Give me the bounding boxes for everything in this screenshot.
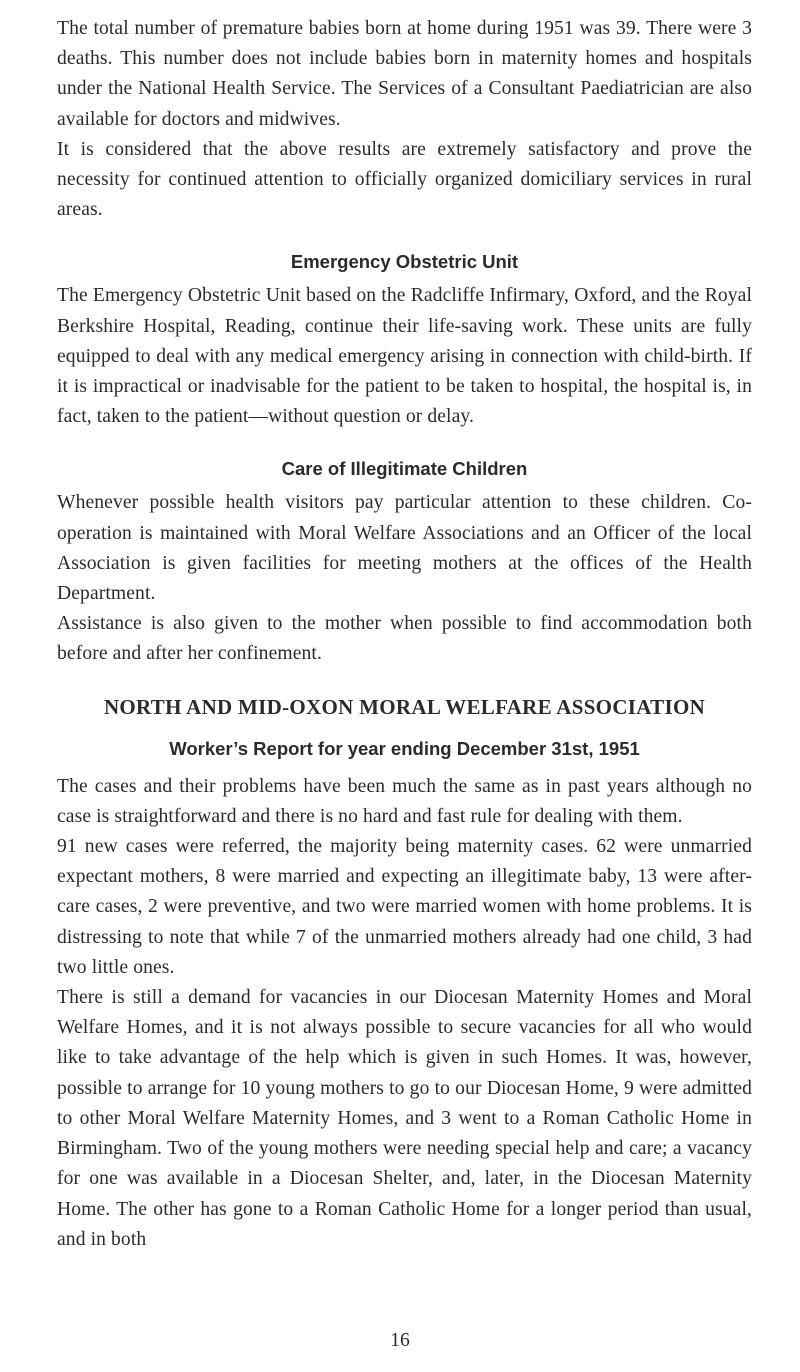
illegitimate-children-paragraph-2: Assistance is also given to the mother when possible to find accommodation both before and after her confinement. <box>57 613 752 665</box>
moral-welfare-paragraph-3: There is still a demand for vacancies in our Diocesan Maternity Homes and Moral Welfare Homes, and it is not always possible to secure vacancies for all who would like to take advantage of the help which is given in such Homes. It was, however, possible to arrange for 10 young mothers to go to our Diocesan Home, 9 were admitted to other Moral Welfare Maternity Homes, and 3 went to a Roman Catholic Home in Birmingham. Two of the young mothers were needing special help and care; a vacancy for one was available in a Diocesan Shelter, and, later, in the Diocesan Maternity Home. The other has gone to a Roman Catholic Home for a longer period than usual, and in both <box>57 987 752 1250</box>
emergency-obstetric-paragraph: The Emergency Obstetric Unit based on the Radcliffe Infirmary, Oxford, and the Royal Berkshire Hospital, Reading, continue their life-saving work. These units are fully equipped to deal with any medical emergency arising in connection with child-birth. If it is impractical or inadvisable for the patient to be taken to hospital, the hospital is, in fact, taken to the patient—without question or delay. <box>57 285 752 428</box>
moral-welfare-paragraph-2: 91 new cases were referred, the majority being maternity cases. 62 were unmarried expectant mothers, 8 were married and expecting an illegitimate baby, 13 were after-care cases, 2 were preventive, and two were married women with home problems. It is distressing to note that while 7 of the unmarried mothers already had one child, 3 had two little ones. <box>57 836 752 978</box>
emergency-obstetric-heading: Emergency Obstetric Unit <box>290 251 519 273</box>
moral-welfare-paragraph-1: The cases and their problems have been much the same as in past years although no case is straightforward and there is no hard and fast rule for dealing with them. <box>57 775 752 827</box>
moral-welfare-heading: NORTH AND MID-OXON MORAL WELFARE ASSOCIATION <box>103 694 706 719</box>
illegitimate-children-paragraph-1: Whenever possible health visitors pay particular attention to these children. Co-operation is maintained with Moral Welfare Associations and an Officer of the local Association is given facilities for meeting mothers at the offices of the Health Department. <box>57 492 752 605</box>
document-page <box>57 14 752 1255</box>
intro-paragraph-2: It is considered that the above results are extremely satisfactory and prove the necessity for continued attention to officially organized domiciliary services in rural areas. <box>57 138 752 221</box>
illegitimate-children-heading: Care of Illegitimate Children <box>281 458 528 480</box>
page-number: 16 <box>390 1330 410 1351</box>
workers-report-subheading: Worker’s Report for year ending December 31st, 1951 <box>169 737 640 759</box>
intro-paragraph-1: The total number of premature babies born at home during 1951 was 39. There were 3 deaths. This number does not include babies born in maternity homes and hospitals under the National Health Service. The Services of a Consultant Paediatrician are also available for doctors and midwives. <box>57 18 752 130</box>
